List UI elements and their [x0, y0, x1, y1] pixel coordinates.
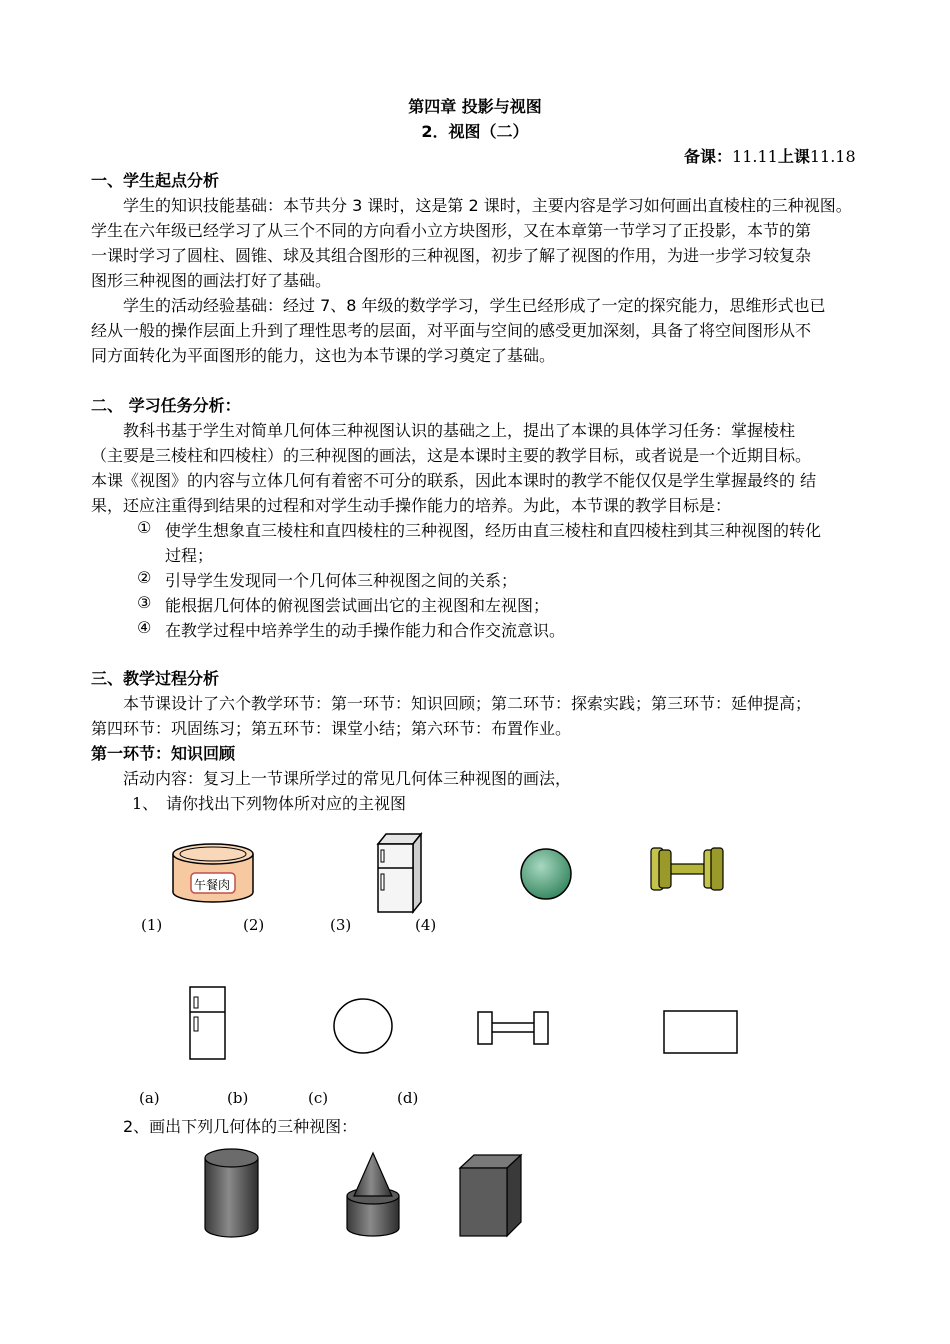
paragraph-line: 图形三种视图的画法打好了基础。: [91, 271, 332, 290]
goal-text: 过程；: [165, 546, 214, 565]
fridge-front-view: [188, 985, 228, 1061]
goal-number: ①: [137, 518, 152, 537]
view-label: (d): [397, 1089, 419, 1107]
paragraph-line: 学生在六年级已经学习了从三个不同的方向看小立方块图形，又在本章第一节学习了正投影，本节的第: [91, 221, 812, 240]
circle-view: [331, 996, 395, 1056]
goal-text: 引导学生发现同一个几何体三种视图之间的关系；: [165, 571, 518, 590]
paragraph-line: 经从一般的操作层面上升到了理性思考的层面，对平面与空间的感受更加深刻，具备了将空间图形从不: [91, 321, 812, 340]
goal-text: 在教学过程中培养学生的动手操作能力和合作交流意识。: [165, 621, 566, 640]
question-2-text: 2、画出下列几何体的三种视图：: [123, 1117, 358, 1136]
paragraph-line: 第四环节：巩固练习；第五环节：课堂小结；第六环节：布置作业。: [91, 719, 572, 738]
chapter-title: 第四章 投影与视图: [408, 97, 542, 116]
cuboid-solid-image: [457, 1152, 527, 1240]
section1-heading: 一、学生起点分析: [91, 171, 220, 190]
class-date: 11.18: [809, 147, 856, 166]
view-label: (a): [139, 1089, 160, 1107]
object-label: (2): [243, 916, 265, 934]
paragraph-line: 一课时学习了圆柱、圆锥、球及其组合图形的三种视图，初步了解了视图的作用，为进一步学习较复杂: [91, 246, 812, 265]
view-label: (b): [227, 1089, 249, 1107]
dumbbell-front-view: [476, 1010, 552, 1048]
question-text: 请你找出下列物体所对应的主视图: [166, 794, 407, 813]
object-label: (1): [141, 916, 163, 934]
ball-image: [518, 848, 576, 902]
paragraph-line: 教科书基于学生对简单几何体三种视图认识的基础之上，提出了本课的具体学习任务：掌握棱柱: [123, 421, 796, 440]
paragraph-line: 本课《视图》的内容与立体几何有着密不可分的联系，因此本课时的教学不能仅仅是学生掌握最终的 结: [91, 471, 817, 490]
paragraph-line: 果，还应注重得到结果的过程和对学生动手操作能力的培养。为此，本节课的教学目标是：: [91, 496, 732, 515]
goal-text: 能根据几何体的俯视图尝试画出它的主视图和左视图；: [165, 596, 550, 615]
section-title: 2．视图（二）: [421, 122, 529, 141]
class-label: 上课: [777, 147, 810, 166]
section3-heading: 三、教学过程分析: [91, 669, 220, 688]
prep-date: 11.11: [732, 147, 778, 166]
subsection-heading: 第一环节：知识回顾: [91, 744, 236, 763]
paragraph-line: 学生的活动经验基础：经过 7、8 年级的数学学习，学生已经形成了一定的探究能力，思维形式也已: [123, 296, 826, 315]
goal-text: 使学生想象直三棱柱和直四棱柱的三种视图，经历由直三棱柱和直四棱柱到其三种视图的转化: [165, 521, 822, 540]
paragraph-line: 学生的知识技能基础：本节共分 3 课时，这是第 2 课时，主要内容是学习如何画出直棱柱的三种视图。: [123, 196, 852, 215]
question-number: 1、: [132, 794, 159, 813]
dumbbell-image: [648, 844, 728, 896]
cylinder-solid-image: [202, 1146, 262, 1240]
object-label: (4): [415, 916, 437, 934]
rectangle-view: [662, 1009, 740, 1055]
refrigerator-image: [375, 832, 425, 916]
prep-label: 备课：: [684, 147, 733, 166]
object-label: (3): [330, 916, 352, 934]
activity-text: 活动内容：复习上一节课所学过的常见几何体三种视图的画法，: [123, 769, 572, 788]
can-label: 午餐肉: [194, 878, 231, 892]
paragraph-line: （主要是三棱柱和四棱柱）的三种视图的画法，这是本课时主要的教学目标，或者说是一个近期目标。: [91, 446, 812, 465]
goal-number: ②: [137, 568, 152, 587]
goal-number: ③: [137, 593, 152, 612]
paragraph-line: 本节课设计了六个教学环节：第一环节：知识回顾；第二环节：探索实践；第三环节：延伸提高；: [123, 694, 812, 713]
goal-number: ④: [137, 618, 152, 637]
schedule-line: [684, 144, 856, 167]
section2-heading: 二、 学习任务分析：: [91, 396, 241, 415]
cone-on-cylinder-image: [344, 1150, 406, 1240]
paragraph-line: 同方面转化为平面图形的能力，这也为本节课的学习奠定了基础。: [91, 346, 556, 365]
luncheon-meat-can-image: [170, 840, 260, 906]
view-label: (c): [308, 1089, 329, 1107]
